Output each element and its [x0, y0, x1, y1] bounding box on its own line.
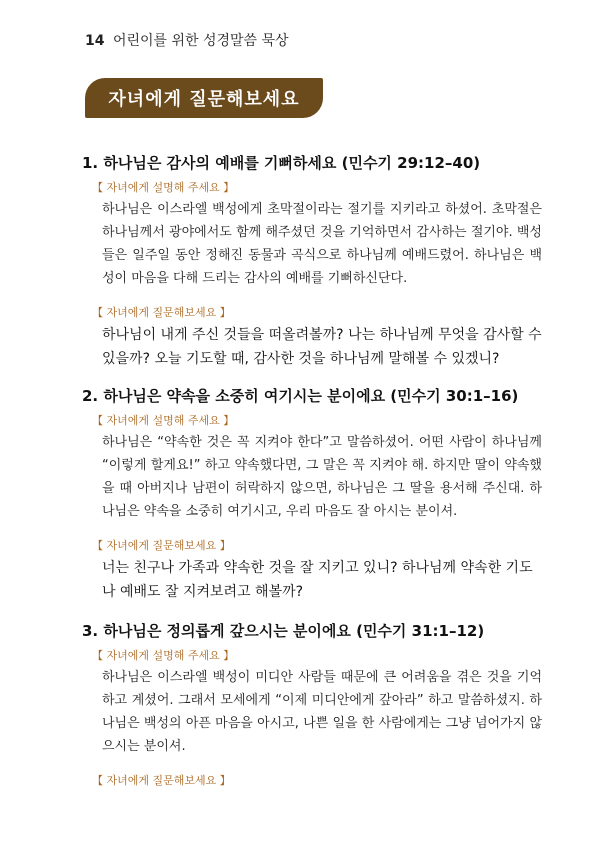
explain-tag: 【 자녀에게 설명해 주세요 】: [92, 414, 235, 427]
section-heading: 3. 하나님은 정의롭게 갚으시는 분이에요 (민수기 31:1–12): [82, 622, 485, 640]
explain-text: 하나님은 “약속한 것은 꼭 지켜야 한다”고 말씀하셨어. 어떤 사람이 하나님께 “이렇게 할게요!” 하고 약속했다면, 그 말은 꼭 지켜야 해. 하지만 딸이 약속했을 때 아버지나 남편이 허락하지 않으면, 하나님은 그 딸을 용서해 주신대. 하나님은 약속을 소중히 여기시고, 우리 마음도 잘 아시는 분이셔.: [102, 435, 542, 519]
section-heading: 1. 하나님은 감사의 예배를 기뻐하세요 (민수기 29:12–40): [82, 154, 481, 172]
question-text: 너는 친구나 가족과 약속한 것을 잘 지키고 있니? 하나님께 약속한 기도나 예배도 잘 지켜보려고 해볼까?: [102, 560, 533, 600]
section-heading: 2. 하나님은 약속을 소중히 여기시는 분이에요 (민수기 30:1–16): [82, 387, 519, 405]
page-header: [85, 30, 289, 50]
title-banner: [85, 78, 323, 118]
question-tag: 【 자녀에게 질문해보세요 】: [92, 306, 231, 319]
section-1: [82, 152, 542, 371]
banner-title: 자녀에게 질문해보세요: [108, 89, 300, 110]
question-tag: 【 자녀에게 질문해보세요 】: [92, 539, 231, 552]
section-2: [82, 385, 542, 604]
question-text: 하나님이 내게 주신 것들을 떠올려볼까? 나는 하나님께 무엇을 감사할 수 있을까? 오늘 기도할 때, 감사한 것을 하나님께 말해볼 수 있겠니?: [102, 327, 542, 367]
explain-text: 하나님은 이스라엘 백성이 미디안 사람들 때문에 큰 어려움을 겪은 것을 기억하고 계셨어. 그래서 모세에게 “이제 미디안에게 갚아라” 하고 말씀하셨지. 하나님은 백성의 아픈 마음을 아시고, 나쁜 일을 한 사람에게는 그냥 넘어가지 않으시는 분이셔.: [102, 670, 542, 754]
explain-tag: 【 자녀에게 설명해 주세요 】: [92, 181, 235, 194]
question-tag: 【 자녀에게 질문해보세요 】: [92, 774, 231, 787]
page-number: 14: [85, 33, 105, 49]
explain-tag: 【 자녀에게 설명해 주세요 】: [92, 649, 235, 662]
book-title: 어린이를 위한 성경말씀 묵상: [112, 33, 289, 49]
explain-text: 하나님은 이스라엘 백성에게 초막절이라는 절기를 지키라고 하셨어. 초막절은 하나님께서 광야에서도 함께 해주셨던 것을 기억하면서 감사하는 절기야. 백성들은 일주일 동안 정해진 동물과 곡식으로 하나님께 예배드렸어. 하나님은 백성이 마음을 다해 드리는 감사의 예배를 기뻐하신단다.: [102, 202, 542, 286]
section-3: [82, 620, 542, 791]
